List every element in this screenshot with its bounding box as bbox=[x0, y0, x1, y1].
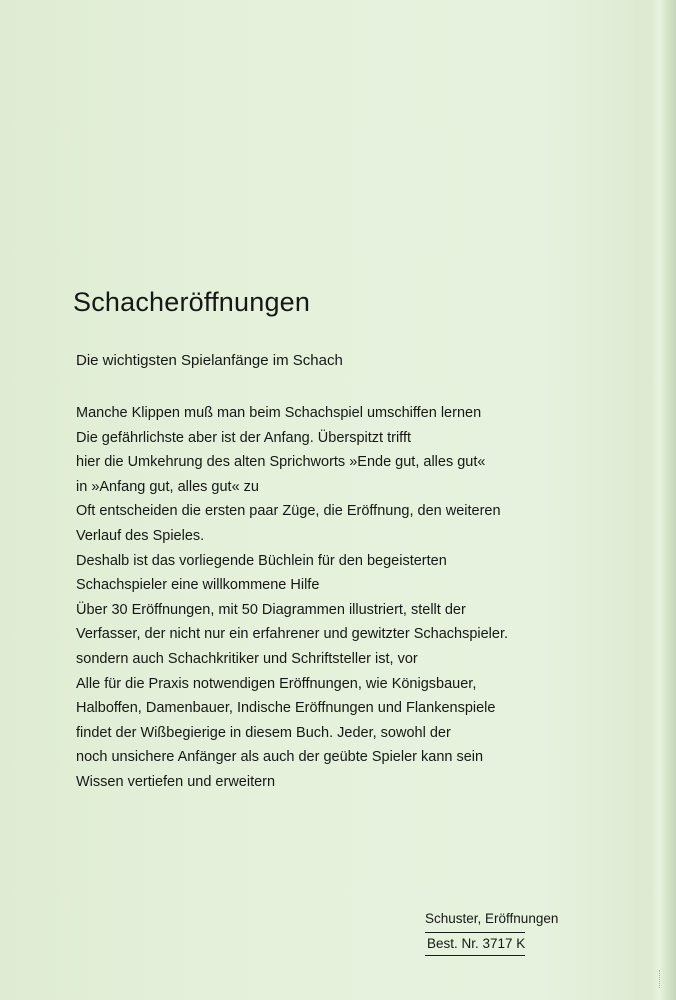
blurb-line: Oft entscheiden die ersten paar Züge, die Eröffnung, den weiteren bbox=[76, 503, 501, 520]
blurb-line: Halboffen, Damenbauer, Indische Eröffnungen und Flankenspiele bbox=[76, 700, 496, 717]
book-subtitle: Die wichtigsten Spielanfänge im Schach bbox=[76, 352, 343, 369]
blurb-line: Wissen vertiefen und erweitern bbox=[76, 773, 276, 790]
blurb-line: noch unsichere Anfänger als auch der geübte Spieler kann sein bbox=[76, 749, 484, 766]
spine-edge bbox=[650, 0, 676, 1000]
corner-wear-mark bbox=[659, 970, 670, 988]
blurb-line: Manche Klippen muß man beim Schachspiel umschiffen lernen bbox=[76, 405, 482, 421]
blurb-line: in »Anfang gut, alles gut« zu bbox=[76, 478, 259, 495]
blurb-line: Verfasser, der nicht nur ein erfahrener und gewitzter Schachspieler. bbox=[76, 626, 509, 643]
order-number: Best. Nr. 3717 K bbox=[425, 932, 525, 956]
blurb-line: sondern auch Schachkritiker und Schriftsteller ist, vor bbox=[76, 650, 418, 667]
blurb-line: Alle für die Praxis notwendigen Eröffnungen, wie Königsbauer, bbox=[76, 675, 477, 692]
blurb-line: Schachspieler eine willkommene Hilfe bbox=[76, 577, 320, 594]
blurb-line: Über 30 Eröffnungen, mit 50 Diagrammen illustriert, stellt der bbox=[76, 601, 466, 618]
blurb-line: hier die Umkehrung des alten Sprichworts »Ende gut, alles gut« bbox=[76, 454, 486, 471]
imprint-author-title: Schuster, Eröffnungen bbox=[425, 911, 559, 926]
blurb-line: findet der Wißbegierige in diesem Buch. Jeder, sowohl der bbox=[76, 724, 451, 741]
book-title: Schacheröffnungen bbox=[73, 287, 311, 317]
imprint-block bbox=[425, 909, 558, 956]
blurb-line: Die gefährlichste aber ist der Anfang. Überspitzt trifft bbox=[76, 429, 412, 446]
blurb-line: Verlauf des Spieles. bbox=[76, 527, 205, 544]
blurb-line: Deshalb ist das vorliegende Büchlein für den begeisterten bbox=[76, 552, 447, 569]
blurb-text bbox=[76, 401, 508, 795]
